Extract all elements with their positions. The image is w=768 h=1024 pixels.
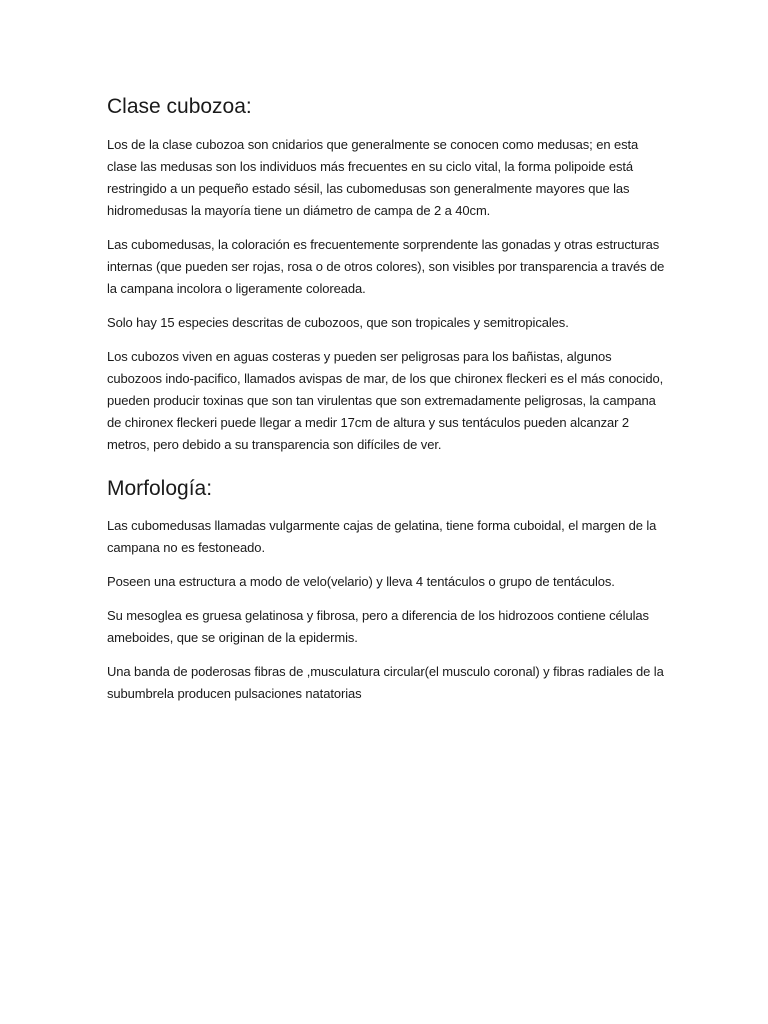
section-heading-clase-cubozoa: Clase cubozoa: <box>107 95 252 118</box>
paragraph: Poseen una estructura a modo de velo(velario) y lleva 4 tentáculos o grupo de tentáculos. <box>107 574 615 589</box>
paragraph: Las cubomedusas llamadas vulgarmente cajas de gelatina, tiene forma cuboidal, el margen de la campana no es festoneado. <box>107 518 657 555</box>
paragraph: Una banda de poderosas fibras de ,musculatura circular(el musculo coronal) y fibras radiales de la subumbrela producen pulsaciones natatorias <box>107 664 664 701</box>
paragraph: Los cubozos viven en aguas costeras y pueden ser peligrosas para los bañistas, algunos cubozoos indo-pacifico, llamados avispas de mar, de los que chironex fleckeri es el más conocido, pueden producir toxinas que son tan virulentas que son extremadamente peligrosas, la campana de chironex fleckeri puede llegar a medir 17cm de altura y sus tentáculos pueden alcanzar 2 metros, pero debido a su transparencia son difíciles de ver. <box>107 349 664 452</box>
paragraph: Solo hay 15 especies descritas de cubozoos, que son tropicales y semitropicales. <box>107 315 569 330</box>
document-page <box>107 92 667 717</box>
paragraph: Las cubomedusas, la coloración es frecuentemente sorprendente las gonadas y otras estructuras internas (que pueden ser rojas, rosa o de otros colores), son visibles por transparencia a través de la campana incolora o ligeramente coloreada. <box>107 237 665 296</box>
paragraph: Su mesoglea es gruesa gelatinosa y fibrosa, pero a diferencia de los hidrozoos contiene células ameboides, que se originan de la epidermis. <box>107 608 649 645</box>
paragraph: Los de la clase cubozoa son cnidarios que generalmente se conocen como medusas; en esta clase las medusas son los individuos más frecuentes en su ciclo vital, la forma polipoide está restringido a un pequeño estado sésil, las cubomedusas son generalmente mayores que las hidromedusas la mayoría tiene un diámetro de campa de 2 a 40cm. <box>107 137 639 218</box>
section-heading-morfologia: Morfología: <box>107 477 213 500</box>
